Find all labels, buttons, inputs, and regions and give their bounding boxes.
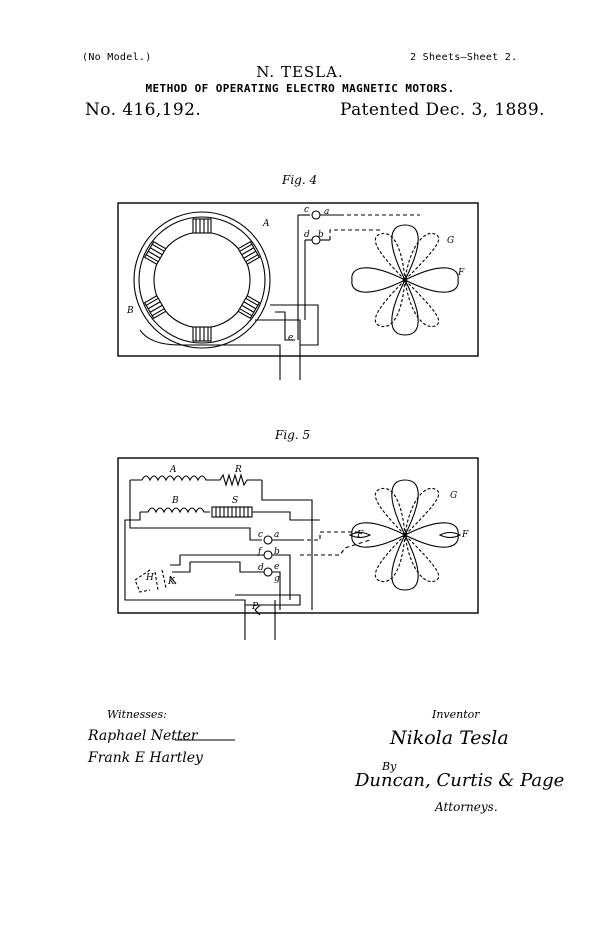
fig4-label-d: d bbox=[304, 230, 310, 240]
fig5-label-A: A bbox=[170, 465, 177, 475]
fig5-label-f: f bbox=[258, 547, 262, 557]
fig5-label-F-right: F bbox=[462, 530, 469, 540]
fig5-label-d: d bbox=[258, 563, 264, 573]
attorneys-signature: Duncan, Curtis & Page bbox=[355, 770, 565, 791]
inventor-signature: Nikola Tesla bbox=[390, 727, 509, 749]
fig4-label-A: A bbox=[263, 219, 270, 229]
fig5-caption: Fig. 5 bbox=[275, 428, 311, 442]
fig5-resistance-R bbox=[210, 475, 262, 485]
by-label: By bbox=[382, 760, 397, 773]
inventor-label: Inventor bbox=[432, 708, 480, 721]
fig5-label-a: a bbox=[274, 530, 280, 540]
fig5-label-g: g bbox=[274, 574, 280, 584]
fig4-label-b: b bbox=[318, 230, 324, 240]
fig5-coil-A bbox=[130, 476, 210, 480]
witness-2-signature: Frank E Hartley bbox=[88, 750, 203, 766]
fig5-label-R: R bbox=[235, 465, 242, 475]
fig5-label-S: S bbox=[232, 496, 239, 506]
fig4-field-lobes bbox=[352, 225, 458, 335]
fig5-label-H: H bbox=[146, 573, 154, 583]
fig4-label-a: a bbox=[324, 207, 330, 217]
fig4-caption: Fig. 4 bbox=[282, 173, 318, 187]
fig5-label-P: P bbox=[252, 602, 259, 612]
witnesses-label: Witnesses: bbox=[107, 708, 167, 721]
fig5-coil-B bbox=[140, 508, 210, 512]
no-model-note: (No Model.) bbox=[82, 52, 152, 63]
fig5-label-B: B bbox=[172, 496, 179, 506]
fig5-label-K: K bbox=[168, 577, 175, 587]
witness-1-signature: Raphael Netter bbox=[88, 728, 198, 744]
fig4-field-coils bbox=[145, 219, 260, 341]
fig4-label-c: c bbox=[304, 205, 310, 215]
fig4-label-e: e bbox=[288, 333, 294, 343]
fig5-label-c: c bbox=[258, 530, 264, 540]
sheet-count: 2 Sheets—Sheet 2. bbox=[410, 52, 518, 63]
patent-number: No. 416,192. bbox=[85, 100, 202, 120]
fig5-frame bbox=[118, 458, 478, 613]
fig5-label-G: G bbox=[450, 491, 458, 501]
fig4-label-B: B bbox=[127, 306, 134, 316]
fig5-field-lobes bbox=[352, 480, 458, 590]
figure-5 bbox=[118, 458, 478, 640]
inventor-name-heading: N. TESLA. bbox=[256, 63, 344, 81]
fig5-label-b: b bbox=[274, 547, 280, 557]
patent-title: METHOD OF OPERATING ELECTRO MAGNETIC MOTORS. bbox=[145, 82, 455, 95]
patent-date: Patented Dec. 3, 1889. bbox=[340, 100, 545, 120]
fig4-motor-inner-ring bbox=[154, 232, 250, 328]
figure-4 bbox=[118, 203, 478, 380]
fig4-label-G: G bbox=[447, 236, 455, 246]
fig5-label-e: e bbox=[274, 562, 280, 572]
attorneys-label: Attorneys. bbox=[435, 800, 498, 814]
fig5-label-F-left: F bbox=[357, 530, 364, 540]
fig4-label-F: F bbox=[458, 268, 465, 278]
